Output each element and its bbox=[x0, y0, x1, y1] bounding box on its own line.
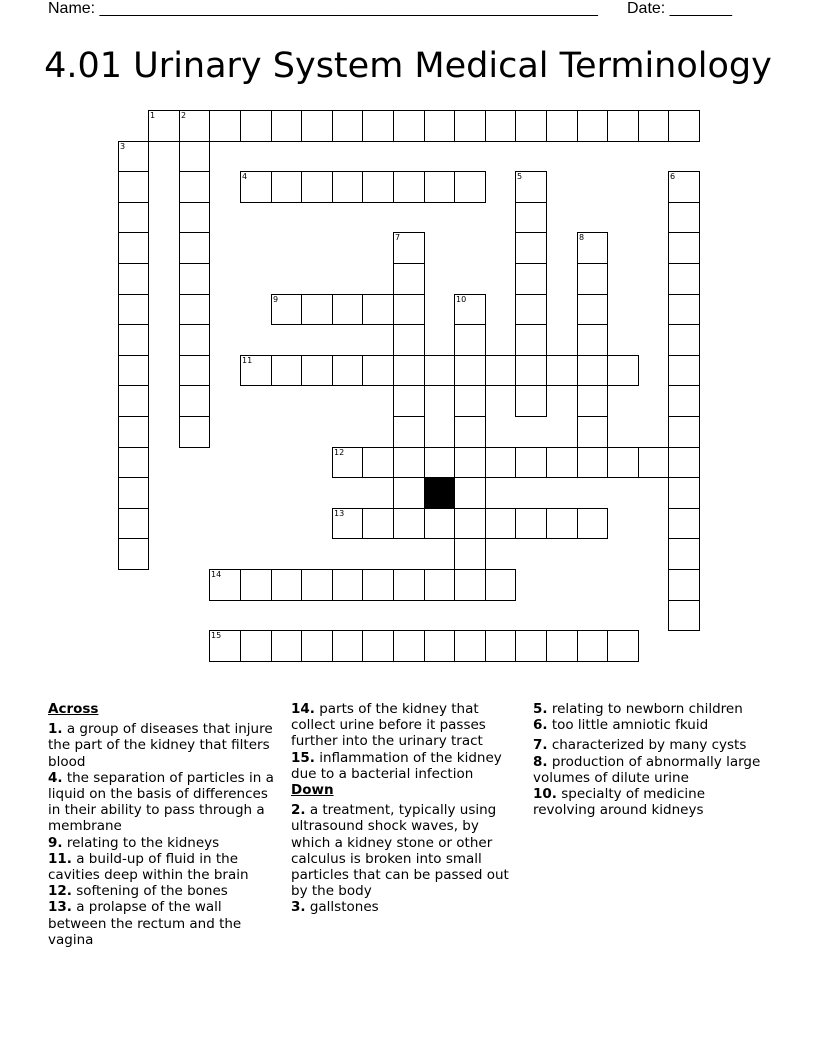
grid-cell[interactable] bbox=[240, 171, 272, 203]
grid-cell[interactable] bbox=[454, 324, 486, 356]
across-clue-13 bbox=[48, 899, 274, 948]
clue-number-label: 9 bbox=[273, 295, 279, 304]
grid-cell[interactable] bbox=[362, 355, 394, 386]
grid-cell[interactable] bbox=[332, 355, 363, 386]
grid-cell[interactable] bbox=[332, 171, 363, 203]
grid-cell[interactable] bbox=[179, 263, 210, 295]
grid-cell[interactable] bbox=[240, 630, 272, 662]
grid-cell[interactable] bbox=[393, 294, 425, 325]
grid-cell[interactable] bbox=[515, 355, 547, 386]
grid-cell[interactable] bbox=[454, 538, 486, 570]
clue-text: softening of the bones bbox=[76, 883, 228, 900]
down-heading: Down bbox=[291, 782, 334, 799]
grid-cell[interactable] bbox=[424, 630, 455, 662]
grid-cell[interactable] bbox=[301, 110, 333, 142]
clue-text: gallstones bbox=[309, 899, 379, 916]
grid-cell[interactable] bbox=[118, 447, 149, 478]
down-clue-10 bbox=[533, 786, 761, 818]
grid-cell[interactable] bbox=[362, 171, 394, 203]
grid-cell[interactable] bbox=[546, 508, 578, 539]
grid-cell[interactable] bbox=[209, 630, 241, 662]
grid-cell[interactable] bbox=[332, 508, 363, 539]
grid-cell[interactable] bbox=[515, 630, 547, 662]
grid-cell[interactable] bbox=[577, 355, 608, 386]
grid-cell[interactable] bbox=[668, 294, 700, 325]
clue-number-label: 11 bbox=[242, 356, 253, 365]
grid-cell[interactable] bbox=[454, 110, 486, 142]
grid-cell[interactable] bbox=[240, 110, 272, 142]
clue-text: a treatment, typically using ultrasound shock waves, by which a kidney stone or other calculus is broken into small particles that can be passed out by the body bbox=[291, 802, 509, 900]
clue-number: 11. bbox=[48, 850, 72, 867]
grid-cell[interactable] bbox=[454, 355, 486, 386]
grid-cell[interactable] bbox=[668, 171, 700, 203]
grid-cell[interactable] bbox=[118, 263, 149, 295]
clue-number: 15. bbox=[291, 749, 315, 766]
clue-text: too little amniotic fkuid bbox=[551, 717, 709, 734]
grid-cell[interactable] bbox=[668, 355, 700, 386]
across-clue-4 bbox=[48, 770, 274, 835]
grid-cell[interactable] bbox=[577, 324, 608, 356]
clue-text: specialty of medicine revolving around kidneys bbox=[533, 786, 706, 819]
grid-cell[interactable] bbox=[118, 294, 149, 325]
clue-number: 10. bbox=[533, 786, 557, 803]
grid-cell[interactable] bbox=[118, 355, 149, 386]
grid-cell[interactable] bbox=[393, 355, 425, 386]
grid-cell[interactable] bbox=[118, 385, 149, 417]
grid-cell[interactable] bbox=[393, 569, 425, 601]
grid-cell[interactable] bbox=[393, 171, 425, 203]
grid-cell[interactable] bbox=[454, 569, 486, 601]
grid-cell[interactable] bbox=[209, 569, 241, 601]
clue-number: 9. bbox=[48, 834, 63, 851]
grid-cell[interactable] bbox=[668, 416, 700, 448]
clue-number-label: 10 bbox=[456, 295, 467, 304]
across-clue-15 bbox=[291, 750, 519, 782]
grid-cell[interactable] bbox=[668, 600, 700, 631]
clues-column-2 bbox=[291, 701, 519, 916]
grid-cell[interactable] bbox=[577, 110, 608, 142]
grid-cell[interactable] bbox=[301, 355, 333, 386]
grid-cell[interactable] bbox=[393, 110, 425, 142]
grid-cell[interactable] bbox=[515, 324, 547, 356]
clue-text: parts of the kidney that collect urine before it passes further into the urinary tract bbox=[291, 701, 486, 750]
grid-cell[interactable] bbox=[209, 110, 241, 142]
grid-cell[interactable] bbox=[485, 447, 516, 478]
grid-cell[interactable] bbox=[362, 294, 394, 325]
grid-cell[interactable] bbox=[332, 447, 363, 478]
grid-cell[interactable] bbox=[301, 294, 333, 325]
grid-cell[interactable] bbox=[332, 294, 363, 325]
grid-cell[interactable] bbox=[577, 294, 608, 325]
grid-cell[interactable] bbox=[118, 141, 149, 172]
grid-cell[interactable] bbox=[668, 385, 700, 417]
clue-number-label: 15 bbox=[211, 631, 222, 640]
clue-text: characterized by many cysts bbox=[551, 737, 747, 754]
clue-number-label: 1 bbox=[150, 111, 156, 120]
grid-cell[interactable] bbox=[393, 508, 425, 539]
grid-cell[interactable] bbox=[515, 110, 547, 142]
grid-cell[interactable] bbox=[515, 171, 547, 203]
grid-cell[interactable] bbox=[271, 171, 302, 203]
across-clue-11 bbox=[48, 851, 274, 883]
grid-cell[interactable] bbox=[607, 110, 639, 142]
grid-cell[interactable] bbox=[515, 232, 547, 264]
grid-cell[interactable] bbox=[118, 477, 149, 509]
grid-cell[interactable] bbox=[240, 355, 272, 386]
down-clue-2 bbox=[291, 802, 519, 899]
grid-cell[interactable] bbox=[607, 447, 639, 478]
grid-cell[interactable] bbox=[638, 110, 669, 142]
clue-text: a group of diseases that injure the part of the kidney that filters blood bbox=[48, 721, 273, 770]
grid-cell[interactable] bbox=[577, 232, 608, 264]
clue-text: a prolapse of the wall between the rectum and the vagina bbox=[48, 899, 242, 948]
grid-cell[interactable] bbox=[332, 110, 363, 142]
grid-cell[interactable] bbox=[179, 141, 210, 172]
grid-cell[interactable] bbox=[668, 232, 700, 264]
clue-number: 14. bbox=[291, 701, 315, 717]
grid-cell[interactable] bbox=[240, 569, 272, 601]
clue-number-label: 12 bbox=[334, 448, 345, 457]
grid-cell[interactable] bbox=[362, 569, 394, 601]
grid-cell[interactable] bbox=[332, 569, 363, 601]
grid-cell[interactable] bbox=[515, 508, 547, 539]
grid-cell[interactable] bbox=[515, 447, 547, 478]
grid-cell[interactable] bbox=[118, 416, 149, 448]
clue-text: relating to the kidneys bbox=[66, 834, 220, 851]
clue-number-label: 7 bbox=[395, 233, 401, 242]
grid-cell[interactable] bbox=[424, 171, 455, 203]
grid-cell[interactable] bbox=[424, 355, 455, 386]
clue-text: a build-up of fluid in the cavities deep within the brain bbox=[48, 850, 249, 884]
clue-number-label: 2 bbox=[181, 111, 187, 120]
grid-cell[interactable] bbox=[362, 508, 394, 539]
grid-cell[interactable] bbox=[485, 630, 516, 662]
grid-cell[interactable] bbox=[454, 508, 486, 539]
grid-cell[interactable] bbox=[301, 171, 333, 203]
grid-cell[interactable] bbox=[271, 294, 302, 325]
clue-text: the separation of particles in a liquid on the basis of differences in their ability to pass through a membrane bbox=[48, 769, 274, 835]
grid-cell[interactable] bbox=[577, 630, 608, 662]
grid-cell[interactable] bbox=[515, 294, 547, 325]
grid-cell[interactable] bbox=[546, 110, 578, 142]
grid-cell[interactable] bbox=[118, 538, 149, 570]
grid-cell[interactable] bbox=[668, 324, 700, 356]
clue-number: 2. bbox=[291, 802, 306, 819]
grid-cell[interactable] bbox=[179, 294, 210, 325]
grid-cell[interactable] bbox=[332, 630, 363, 662]
clue-text: relating to newborn children bbox=[551, 701, 743, 717]
grid-cell[interactable] bbox=[607, 355, 639, 386]
grid-cell[interactable] bbox=[454, 294, 486, 325]
grid-cell[interactable] bbox=[454, 477, 486, 509]
down-clue-7 bbox=[533, 737, 761, 753]
across-clue-14 bbox=[291, 701, 519, 750]
grid-cell[interactable] bbox=[148, 110, 180, 142]
clue-number-label: 14 bbox=[211, 570, 222, 579]
across-heading: Across bbox=[48, 701, 99, 717]
grid-cell[interactable] bbox=[393, 324, 425, 356]
grid-cell[interactable] bbox=[546, 630, 578, 662]
grid-cell[interactable] bbox=[179, 232, 210, 264]
grid-cell[interactable] bbox=[362, 447, 394, 478]
date-field[interactable]: Date: _______ bbox=[627, 0, 732, 17]
grid-cell[interactable] bbox=[179, 416, 210, 448]
grid-cell[interactable] bbox=[118, 508, 149, 539]
grid-cell[interactable] bbox=[393, 477, 425, 509]
grid-cell[interactable] bbox=[424, 447, 455, 478]
down-clue-3 bbox=[291, 899, 519, 915]
grid-cell[interactable] bbox=[454, 416, 486, 448]
clue-number: 12. bbox=[48, 883, 72, 900]
clue-number: 8. bbox=[533, 753, 548, 770]
grid-cell[interactable] bbox=[515, 263, 547, 295]
grid-cell[interactable] bbox=[118, 171, 149, 203]
grid-cell[interactable] bbox=[179, 110, 210, 142]
blocked-cell bbox=[424, 477, 455, 509]
grid-cell[interactable] bbox=[577, 447, 608, 478]
grid-cell[interactable] bbox=[118, 202, 149, 233]
grid-cell[interactable] bbox=[668, 477, 700, 509]
clue-number: 13. bbox=[48, 899, 72, 916]
clue-number-label: 5 bbox=[517, 172, 523, 181]
grid-cell[interactable] bbox=[668, 202, 700, 233]
grid-cell[interactable] bbox=[179, 202, 210, 233]
clue-text: inflammation of the kidney due to a bacterial infection bbox=[291, 749, 502, 782]
clues-column-1 bbox=[48, 701, 274, 948]
grid-cell[interactable] bbox=[515, 202, 547, 233]
across-clue-9 bbox=[48, 835, 274, 851]
grid-cell[interactable] bbox=[454, 630, 486, 662]
grid-cell[interactable] bbox=[668, 508, 700, 539]
grid-cell[interactable] bbox=[118, 324, 149, 356]
grid-cell[interactable] bbox=[485, 110, 516, 142]
clue-number-label: 3 bbox=[120, 142, 126, 151]
clue-number-label: 8 bbox=[579, 233, 585, 242]
grid-cell[interactable] bbox=[393, 630, 425, 662]
grid-cell[interactable] bbox=[118, 232, 149, 264]
clue-number: 1. bbox=[48, 721, 63, 738]
grid-cell[interactable] bbox=[577, 508, 608, 539]
grid-cell[interactable] bbox=[424, 569, 455, 601]
grid-cell[interactable] bbox=[271, 110, 302, 142]
grid-cell[interactable] bbox=[179, 355, 210, 386]
name-field[interactable]: Name: ________________________________________________________ bbox=[48, 0, 598, 17]
grid-cell[interactable] bbox=[393, 385, 425, 417]
grid-cell[interactable] bbox=[424, 110, 455, 142]
clue-number: 3. bbox=[291, 899, 306, 916]
clue-number-label: 6 bbox=[670, 172, 676, 181]
clue-number: 4. bbox=[48, 769, 63, 786]
grid-cell[interactable] bbox=[393, 263, 425, 295]
grid-cell[interactable] bbox=[577, 385, 608, 417]
grid-cell[interactable] bbox=[668, 569, 700, 601]
grid-cell[interactable] bbox=[485, 508, 516, 539]
grid-cell[interactable] bbox=[362, 630, 394, 662]
down-clue-8 bbox=[533, 754, 761, 786]
grid-cell[interactable] bbox=[271, 569, 302, 601]
grid-cell[interactable] bbox=[577, 416, 608, 448]
grid-cell[interactable] bbox=[668, 110, 700, 142]
grid-cell[interactable] bbox=[607, 630, 639, 662]
grid-cell[interactable] bbox=[301, 569, 333, 601]
grid-cell[interactable] bbox=[577, 263, 608, 295]
grid-cell[interactable] bbox=[668, 447, 700, 478]
clue-number: 6. bbox=[533, 717, 548, 734]
grid-cell[interactable] bbox=[454, 385, 486, 417]
clue-number-label: 4 bbox=[242, 172, 248, 181]
grid-cell[interactable] bbox=[271, 630, 302, 662]
clue-text: production of abnormally large volumes of dilute urine bbox=[533, 753, 761, 786]
clues-column-3 bbox=[533, 701, 761, 818]
grid-cell[interactable] bbox=[668, 263, 700, 295]
grid-cell[interactable] bbox=[485, 569, 516, 601]
grid-cell[interactable] bbox=[179, 324, 210, 356]
clue-number: 5. bbox=[533, 701, 548, 717]
grid-cell[interactable] bbox=[179, 171, 210, 203]
grid-cell[interactable] bbox=[638, 447, 669, 478]
grid-cell[interactable] bbox=[179, 385, 210, 417]
grid-cell[interactable] bbox=[362, 110, 394, 142]
grid-cell[interactable] bbox=[393, 447, 425, 478]
clue-number: 7. bbox=[533, 737, 548, 754]
grid-cell[interactable] bbox=[454, 171, 486, 203]
grid-cell[interactable] bbox=[546, 355, 578, 386]
across-clue-1 bbox=[48, 721, 274, 770]
grid-cell[interactable] bbox=[271, 355, 302, 386]
grid-cell[interactable] bbox=[454, 447, 486, 478]
grid-cell[interactable] bbox=[393, 416, 425, 448]
down-clue-5 bbox=[533, 701, 761, 717]
grid-cell[interactable] bbox=[485, 355, 516, 386]
grid-cell[interactable] bbox=[515, 385, 547, 417]
grid-cell[interactable] bbox=[668, 538, 700, 570]
clue-number-label: 13 bbox=[334, 509, 345, 518]
grid-cell[interactable] bbox=[546, 447, 578, 478]
page-title: 4.01 Urinary System Medical Terminology bbox=[44, 46, 772, 86]
grid-cell[interactable] bbox=[424, 508, 455, 539]
grid-cell[interactable] bbox=[301, 630, 333, 662]
down-clue-6 bbox=[533, 717, 761, 733]
across-clue-12 bbox=[48, 883, 274, 899]
grid-cell[interactable] bbox=[393, 232, 425, 264]
